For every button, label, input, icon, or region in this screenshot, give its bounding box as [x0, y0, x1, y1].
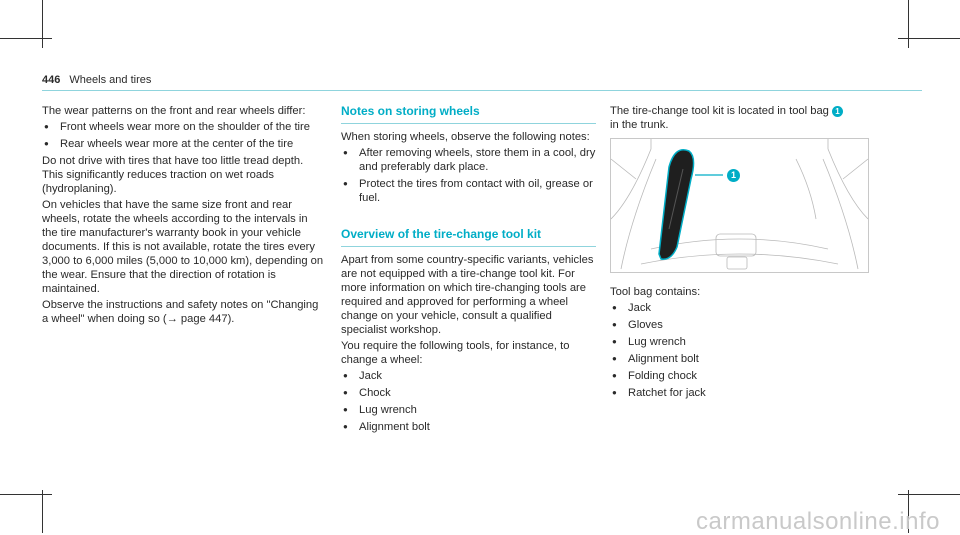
- bullet-icon: ●: [612, 388, 617, 397]
- list-item-text: Rear wheels wear more at the center of the tire: [60, 138, 294, 150]
- list-item-text: After removing wheels, store them in a cool, dry and preferably dark place.: [359, 147, 596, 173]
- list-item-text: Jack: [359, 370, 383, 382]
- section-heading: Notes on storing wheels: [341, 104, 596, 124]
- list-item-text: Jack: [628, 302, 652, 314]
- crop-mark: [42, 0, 43, 48]
- bullet-icon: ●: [612, 371, 617, 380]
- crop-mark: [898, 38, 960, 39]
- list-item-text: Folding chock: [628, 370, 698, 382]
- section-heading: Overview of the tire-change tool kit: [341, 227, 596, 247]
- bullet-list: [42, 120, 325, 151]
- list-item: [610, 386, 880, 400]
- list-item: [610, 318, 880, 332]
- column-3: [610, 104, 880, 403]
- paragraph: Apart from some country-specific variants, vehicles are not equipped with a tire-change tool kit. For more information on which tire-changing tools are required and approved for performing a wheel change on your vehicle, consult a qualified specialist workshop.: [341, 254, 594, 336]
- list-item-text: Alignment bolt: [628, 353, 699, 365]
- list-item-text: Chock: [359, 387, 391, 399]
- bullet-icon: ●: [612, 303, 617, 312]
- bullet-icon: ●: [612, 354, 617, 363]
- trunk-drawing: [611, 139, 868, 272]
- callout-number-icon: 1: [832, 106, 843, 117]
- list-item: [610, 301, 880, 315]
- list-item: [341, 146, 596, 174]
- crop-mark: [898, 494, 960, 495]
- paragraph: The wear patterns on the front and rear wheels differ:: [42, 105, 306, 117]
- bullet-icon: ●: [343, 422, 348, 431]
- list-item: [341, 403, 596, 417]
- column-2: [341, 104, 596, 437]
- column-1: [42, 104, 325, 328]
- watermark: carmanualsonline.info: [696, 508, 940, 535]
- crop-mark: [0, 494, 52, 495]
- list-item-text: Gloves: [628, 319, 663, 331]
- list-item-text: Ratchet for jack: [628, 387, 706, 399]
- bullet-icon: ●: [343, 148, 348, 157]
- bullet-icon: ●: [343, 371, 348, 380]
- bullet-icon: ●: [343, 179, 348, 188]
- crop-mark: [0, 38, 52, 39]
- list-item-text: Front wheels wear more on the shoulder of the tire: [60, 121, 310, 133]
- list-item: [42, 120, 325, 134]
- paragraph-text: in the trunk.: [610, 119, 669, 131]
- header-rule: [42, 90, 922, 91]
- page-header: [42, 73, 151, 87]
- crop-mark: [42, 490, 43, 533]
- section-title: Wheels and tires: [69, 74, 152, 86]
- paragraph: You require the following tools, for instance, to change a wheel:: [341, 340, 570, 366]
- bullet-list: [610, 301, 880, 400]
- list-item: [610, 369, 880, 383]
- list-item: [341, 420, 596, 434]
- bullet-icon: ●: [44, 139, 49, 148]
- paragraph-cross-reference[interactable]: Observe the instructions and safety notes on "Changing a wheel" when doing so (→ page 447).: [42, 299, 319, 325]
- paragraph: Tool bag contains:: [610, 286, 701, 298]
- list-item-text: Lug wrench: [628, 336, 686, 348]
- bullet-icon: ●: [44, 122, 49, 131]
- list-item: [610, 335, 880, 349]
- list-item: [341, 386, 596, 400]
- list-item: [341, 177, 596, 205]
- bullet-list: [341, 369, 596, 434]
- list-item-text: Protect the tires from contact with oil, grease or fuel.: [359, 178, 593, 204]
- list-item: [610, 352, 880, 366]
- list-item: [341, 369, 596, 383]
- list-item-text: Alignment bolt: [359, 421, 430, 433]
- paragraph: On vehicles that have the same size front and rear wheels, rotate the wheels according to the intervals in the tire manufacturer's warranty book in your vehicle documents. If this is not available, rotate the tires every 3,000 to 6,000 miles (5,000 to 10,000 km), depending on the wear. Ensure that the direction of rotation is maintained.: [42, 199, 324, 295]
- bullet-icon: ●: [343, 388, 348, 397]
- list-item-text: Lug wrench: [359, 404, 417, 416]
- paragraph: When storing wheels, observe the following notes:: [341, 131, 590, 143]
- page-number: 446: [42, 74, 61, 86]
- bullet-list: [341, 146, 596, 205]
- bullet-icon: ●: [343, 405, 348, 414]
- tool-bag-shape: [659, 150, 694, 260]
- paragraph: [610, 104, 880, 132]
- trunk-illustration: [610, 138, 869, 273]
- paragraph-text: The tire-change tool kit is located in tool bag: [610, 105, 829, 117]
- list-item: [42, 137, 325, 151]
- paragraph: Do not drive with tires that have too little tread depth. This significantly reduces traction on wet roads (hydroplaning).: [42, 155, 304, 195]
- bullet-icon: ●: [612, 320, 617, 329]
- crop-mark: [908, 0, 909, 48]
- bullet-icon: ●: [612, 337, 617, 346]
- callout-number-icon: 1: [727, 169, 740, 182]
